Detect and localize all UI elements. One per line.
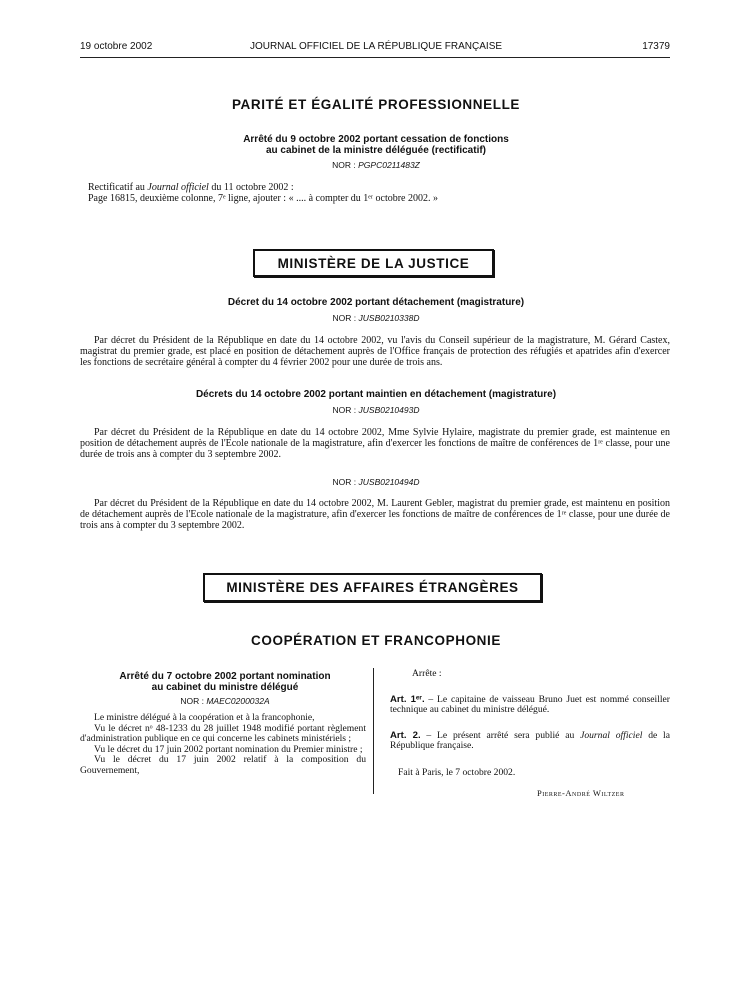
column-divider <box>373 668 374 794</box>
arrete-title: Arrêté du 7 octobre 2002 portant nomination au cabinet du ministre délégué <box>119 671 331 693</box>
section-title-parite: PARITÉ ET ÉGALITÉ PROFESSIONNELLE <box>231 97 521 112</box>
visa-decret-gouvernement: Vu le décret du 17 juin 2002 relatif à la composition du Gouvernement, <box>80 754 366 776</box>
header-date: 19 octobre 2002 <box>80 41 153 52</box>
arrete-dispositif <box>390 669 670 779</box>
decree-title-line2: au cabinet de la ministre déléguée (rectificatif) <box>265 145 487 156</box>
header-title: JOURNAL OFFICIEL DE LA RÉPUBLIQUE FRANÇAISE <box>249 41 503 52</box>
visa-ministre: Le ministre délégué à la coopération et à la francophonie, <box>94 712 315 723</box>
rectificatif-text: Rectificatif au Journal officiel du 11 octobre 2002 : Page 16815, deuxième colonne, 7ᵉ ligne, ajouter : « .... à compter du 1ᵉʳ octobre 2002. » <box>88 182 668 204</box>
decree1-nor: NOR : JUSB0210338D <box>332 313 420 323</box>
nor-code: PGPC0211483Z <box>358 160 420 170</box>
signature: Pierre-André Wiltzer <box>537 788 625 798</box>
visa-decret-premier-ministre: Vu le décret du 17 juin 2002 portant nomination du Premier ministre ; <box>94 743 363 755</box>
ministry-title-justice: MINISTÈRE DE LA JUSTICE <box>277 255 470 271</box>
arrete-nor: NOR : MAEC0200032A <box>180 696 270 706</box>
decree2-nor: NOR : JUSB0210493D <box>332 405 420 415</box>
decree1-text: Par décret du Président de la République en date du 14 octobre 2002, vu l'avis du Conseil supérieur de la magistrature, M. Gérard Castex, magistrat du premier grade, est placé en position de détachement auprès de l'Office français de protection des réfugiés et apatrides afin d'exercer les fonctions de secrétaire général à compter du 4 février 2002 pour une durée de trois ans. <box>80 335 670 368</box>
decree3-text: Par décret du Président de la République en date du 14 octobre 2002, M. Laurent Gebler, magistrat du premier grade, est maintenu en position de détachement auprès de l'Ecole nationale de la magistrature, afin d'exercer les fonctions de maître de conférences de 1ʳᵉ classe, pour une durée de trois ans à compter du 3 septembre 2002. <box>80 498 670 531</box>
arrete-word: Arrête : <box>412 668 442 679</box>
subsection-title-cooperation: COOPÉRATION ET FRANCOPHONIE <box>251 633 501 648</box>
article-1: Art. 1ᵉʳ. – Le capitaine de vaisseau Bruno Juet est nommé conseiller technique au cabinet du ministre délégué. <box>390 693 670 716</box>
article-2: Art. 2. – Le présent arrêté sera publié au Journal officiel de la République française. <box>390 729 670 752</box>
ministry-title-affaires: MINISTÈRE DES AFFAIRES ÉTRANGÈRES <box>226 580 519 595</box>
header-rule <box>80 57 670 58</box>
arrete-visas <box>80 713 366 777</box>
nor-parite <box>0 160 752 170</box>
journal-officiel-ref: Journal officiel <box>147 182 209 193</box>
fait-a-paris: Fait à Paris, le 7 octobre 2002. <box>398 766 516 778</box>
decree2-text: Par décret du Président de la République en date du 14 octobre 2002, Mme Sylvie Hylaire, magistrate du premier grade, est maintenue en position de détachement auprès de l'Ecole nationale de la magistrature, afin d'exercer les fonctions de maître de conférences de 1ʳᵉ classe, pour une durée de trois ans à compter du 3 septembre 2002. <box>80 427 670 460</box>
rectificatif-line2: Page 16815, deuxième colonne, 7ᵉ ligne, ajouter : « .... à compter du 1ᵉʳ octobre 2002. » <box>88 193 438 204</box>
decree-title-line1: Arrêté du 9 octobre 2002 portant cessation de fonctions <box>243 134 509 145</box>
decree2-title: Décrets du 14 octobre 2002 portant maintien en détachement (magistrature) <box>195 389 557 400</box>
decree1-title: Décret du 14 octobre 2002 portant détachement (magistrature) <box>227 297 525 308</box>
decree-title-parite <box>0 134 752 156</box>
header-page-number: 17379 <box>642 41 670 52</box>
nor-label: NOR : <box>332 160 356 170</box>
ministry-box-justice <box>253 249 494 277</box>
ministry-box-affaires-etrangeres <box>203 573 542 602</box>
decree3-nor: NOR : JUSB0210494D <box>332 477 420 487</box>
visa-decret-1948: Vu le décret nᵒ 48-1233 du 28 juillet 1948 modifié portant règlement d'administration publique en ce qui concerne les cabinets ministériels ; <box>80 722 366 745</box>
